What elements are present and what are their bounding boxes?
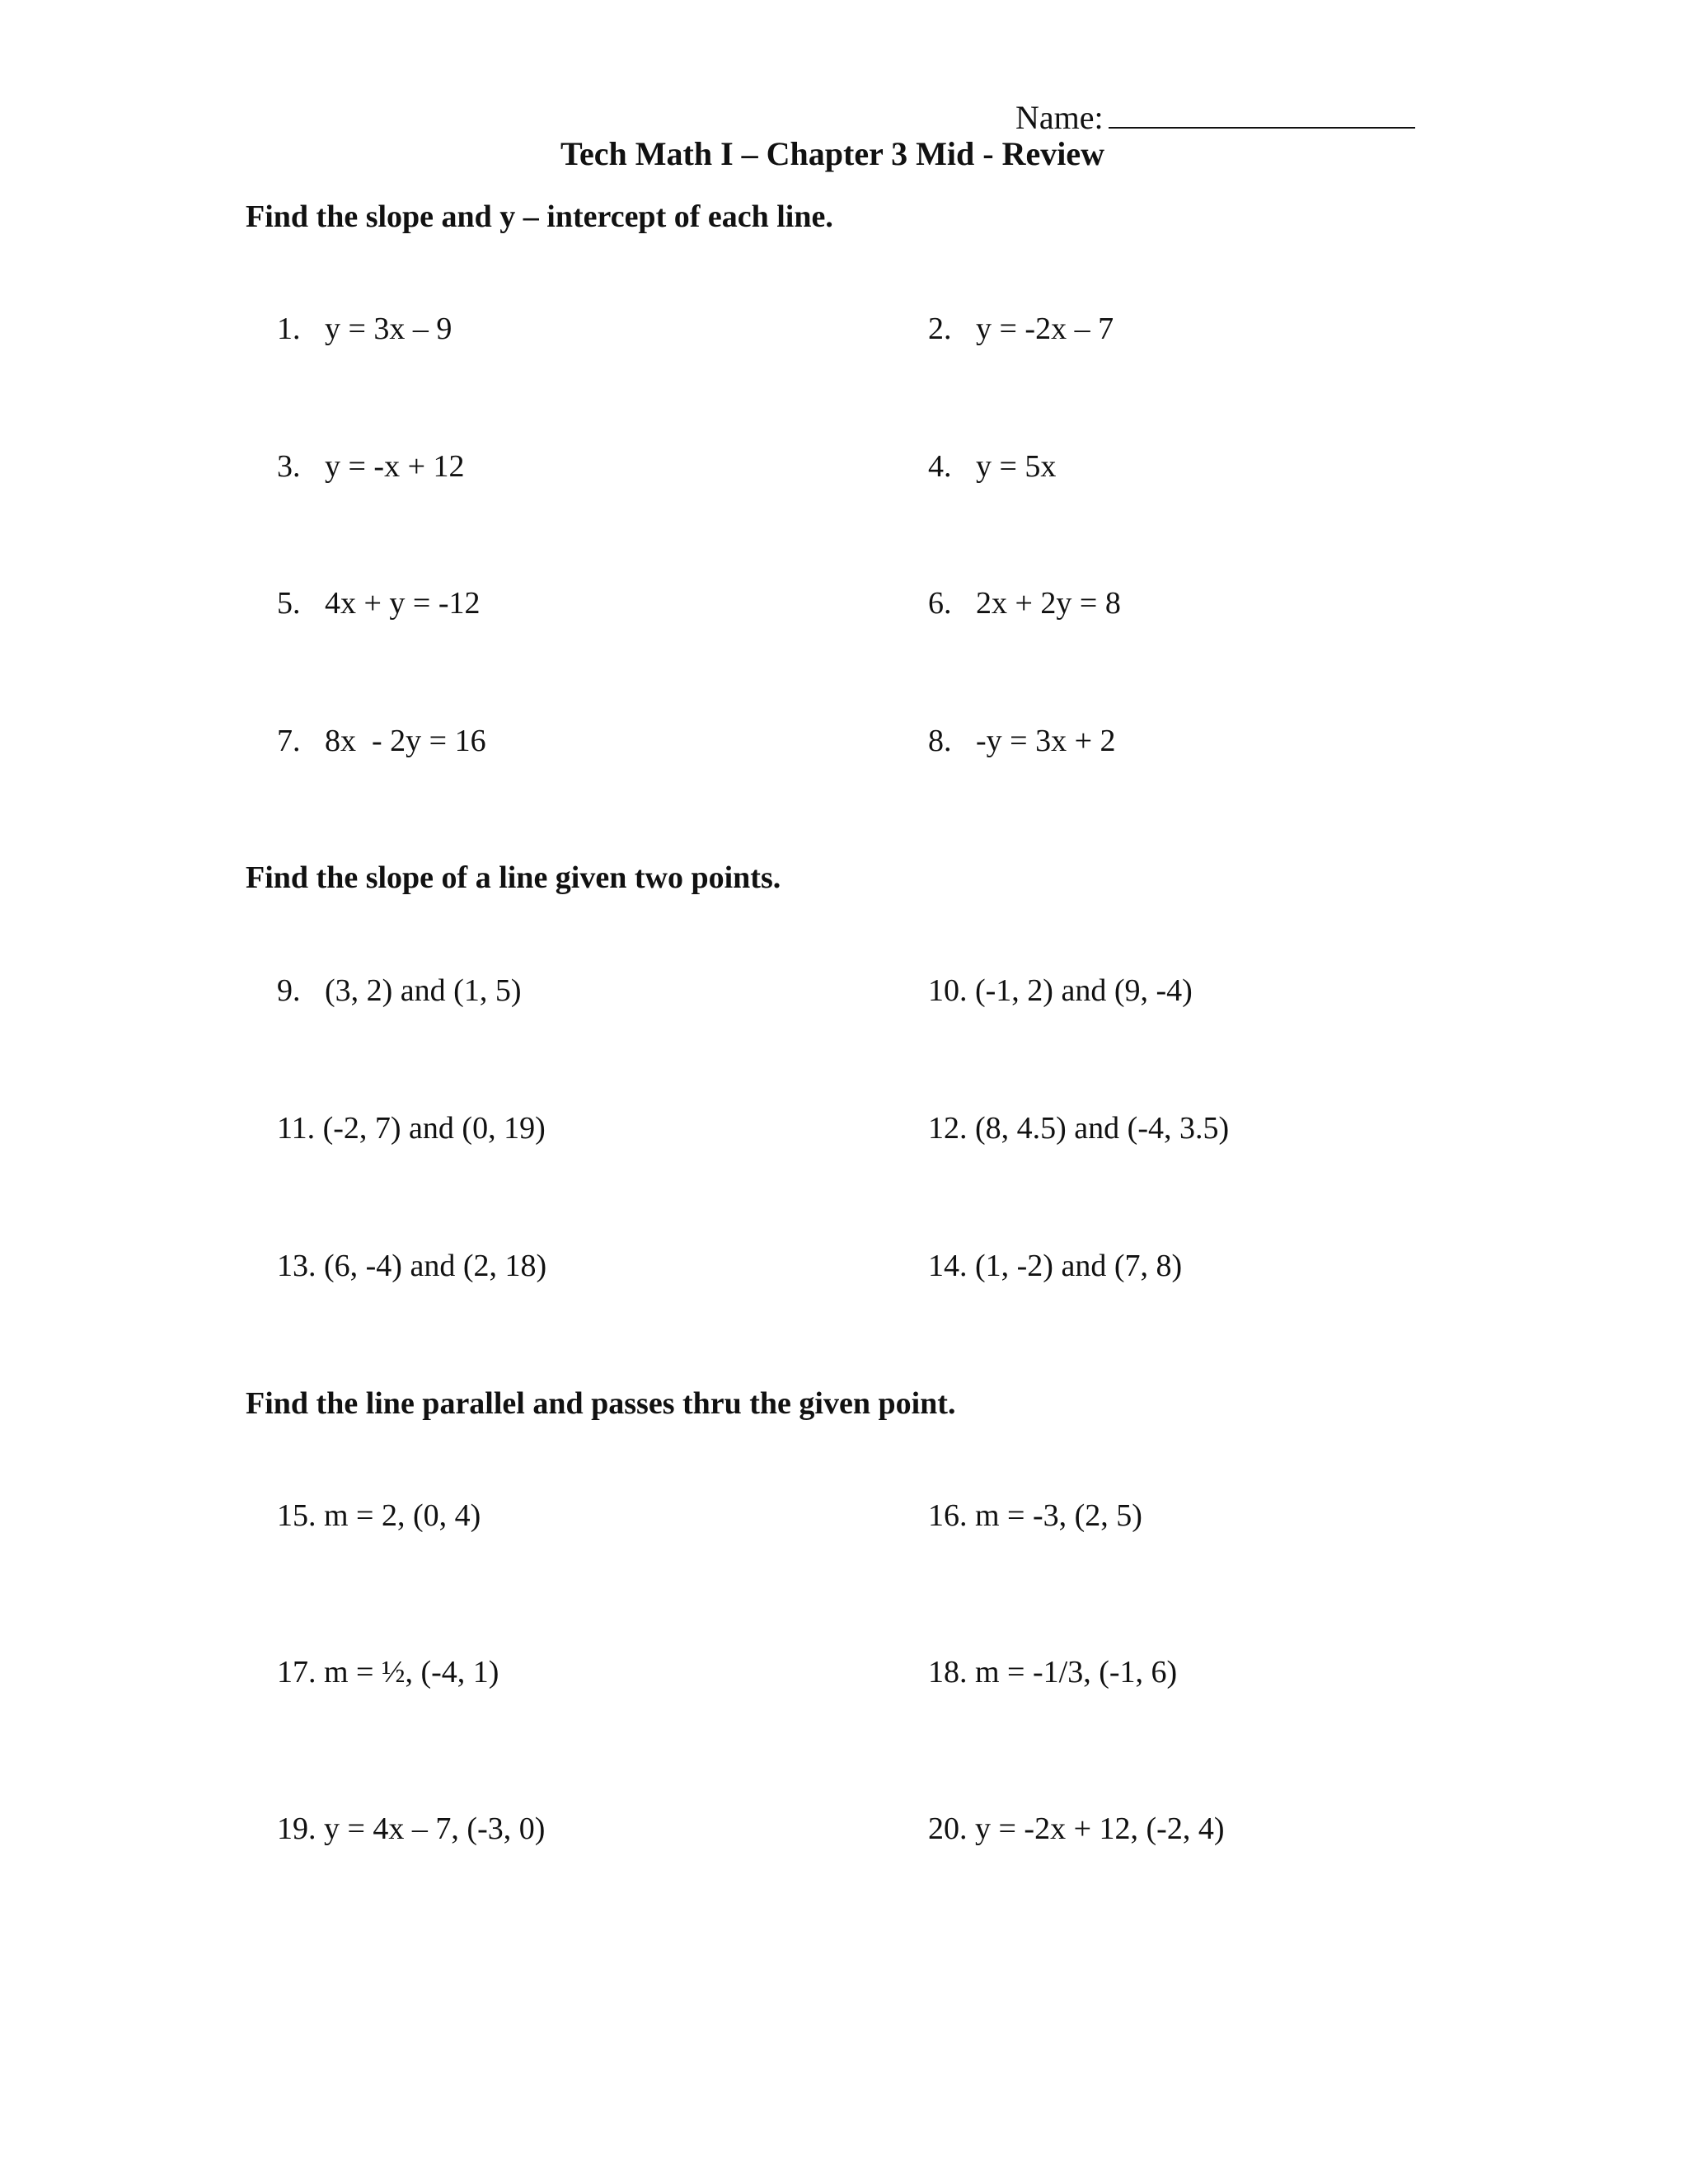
section-heading-parallel-line: Find the line parallel and passes thru the given point.: [246, 1386, 956, 1421]
problem-number: 11.: [277, 1111, 316, 1146]
problem-text: y = 5x: [976, 449, 1057, 484]
problem-text: (-1, 2) and (9, -4): [975, 973, 1193, 1008]
problem-number: 6.: [928, 586, 952, 621]
problem-text: (-2, 7) and (0, 19): [322, 1111, 546, 1146]
problem-9: [246, 934, 521, 1047]
problem-16: [897, 1459, 1142, 1572]
problem-text: (6, -4) and (2, 18): [324, 1249, 547, 1283]
problem-text: (1, -2) and (7, 8): [975, 1249, 1183, 1283]
problem-number: 4.: [928, 449, 952, 484]
problem-17: [246, 1615, 499, 1729]
problem-number: 19.: [277, 1811, 316, 1846]
problem-3: [246, 410, 465, 523]
problem-text: m = -1/3, (-1, 6): [975, 1655, 1178, 1690]
problem-14: [897, 1209, 1182, 1323]
problem-4: [897, 410, 1056, 523]
problem-5: [246, 546, 481, 660]
problem-number: 20.: [928, 1811, 968, 1846]
problem-number: 2.: [928, 312, 952, 346]
name-label: Name:: [1015, 99, 1104, 136]
problem-number: 7.: [277, 724, 301, 758]
problem-number: 14.: [928, 1249, 968, 1283]
problem-text: m = ½, (-4, 1): [324, 1655, 499, 1690]
problem-number: 13.: [277, 1249, 316, 1283]
problem-text: m = -3, (2, 5): [975, 1498, 1142, 1533]
problem-text: (3, 2) and (1, 5): [325, 973, 522, 1008]
problem-number: 10.: [928, 973, 968, 1008]
problem-number: 3.: [277, 449, 301, 484]
problem-text: -y = 3x + 2: [976, 724, 1116, 758]
problem-text: 4x + y = -12: [325, 586, 481, 621]
problem-20: [897, 1772, 1224, 1886]
problem-text: y = 4x – 7, (-3, 0): [324, 1811, 546, 1846]
problem-number: 5.: [277, 586, 301, 621]
problem-12: [897, 1071, 1229, 1185]
problem-19: [246, 1772, 545, 1886]
problem-number: 1.: [277, 312, 301, 346]
name-blank-line: [1109, 96, 1415, 129]
section-heading-two-points: Find the slope of a line given two points.: [246, 860, 781, 895]
problem-text: y = -2x + 12, (-2, 4): [975, 1811, 1225, 1846]
problem-18: [897, 1615, 1177, 1729]
problem-text: y = -x + 12: [325, 449, 465, 484]
page-title: Tech Math I – Chapter 3 Mid - Review: [560, 135, 1104, 172]
problem-11: [246, 1071, 546, 1185]
problem-number: 15.: [277, 1498, 316, 1533]
problem-2: [897, 272, 1114, 386]
problem-number: 16.: [928, 1498, 968, 1533]
problem-text: (8, 4.5) and (-4, 3.5): [975, 1111, 1230, 1146]
section-heading-slope-intercept: Find the slope and y – intercept of each line.: [246, 199, 833, 234]
problem-text: 2x + 2y = 8: [976, 586, 1121, 621]
problem-number: 17.: [277, 1655, 316, 1690]
problem-7: [246, 684, 486, 798]
problem-6: [897, 546, 1121, 660]
problem-number: 9.: [277, 973, 301, 1008]
name-field: [1015, 96, 1415, 138]
problem-1: [246, 272, 452, 386]
problem-10: [897, 934, 1193, 1047]
problem-number: 18.: [928, 1655, 968, 1690]
problem-number: 8.: [928, 724, 952, 758]
problem-text: m = 2, (0, 4): [324, 1498, 481, 1533]
problem-13: [246, 1209, 546, 1323]
problem-number: 12.: [928, 1111, 968, 1146]
problem-text: y = -2x – 7: [976, 312, 1114, 346]
problem-text: 8x - 2y = 16: [325, 724, 486, 758]
problem-8: [897, 684, 1116, 798]
problem-15: [246, 1459, 481, 1572]
problem-text: y = 3x – 9: [325, 312, 452, 346]
